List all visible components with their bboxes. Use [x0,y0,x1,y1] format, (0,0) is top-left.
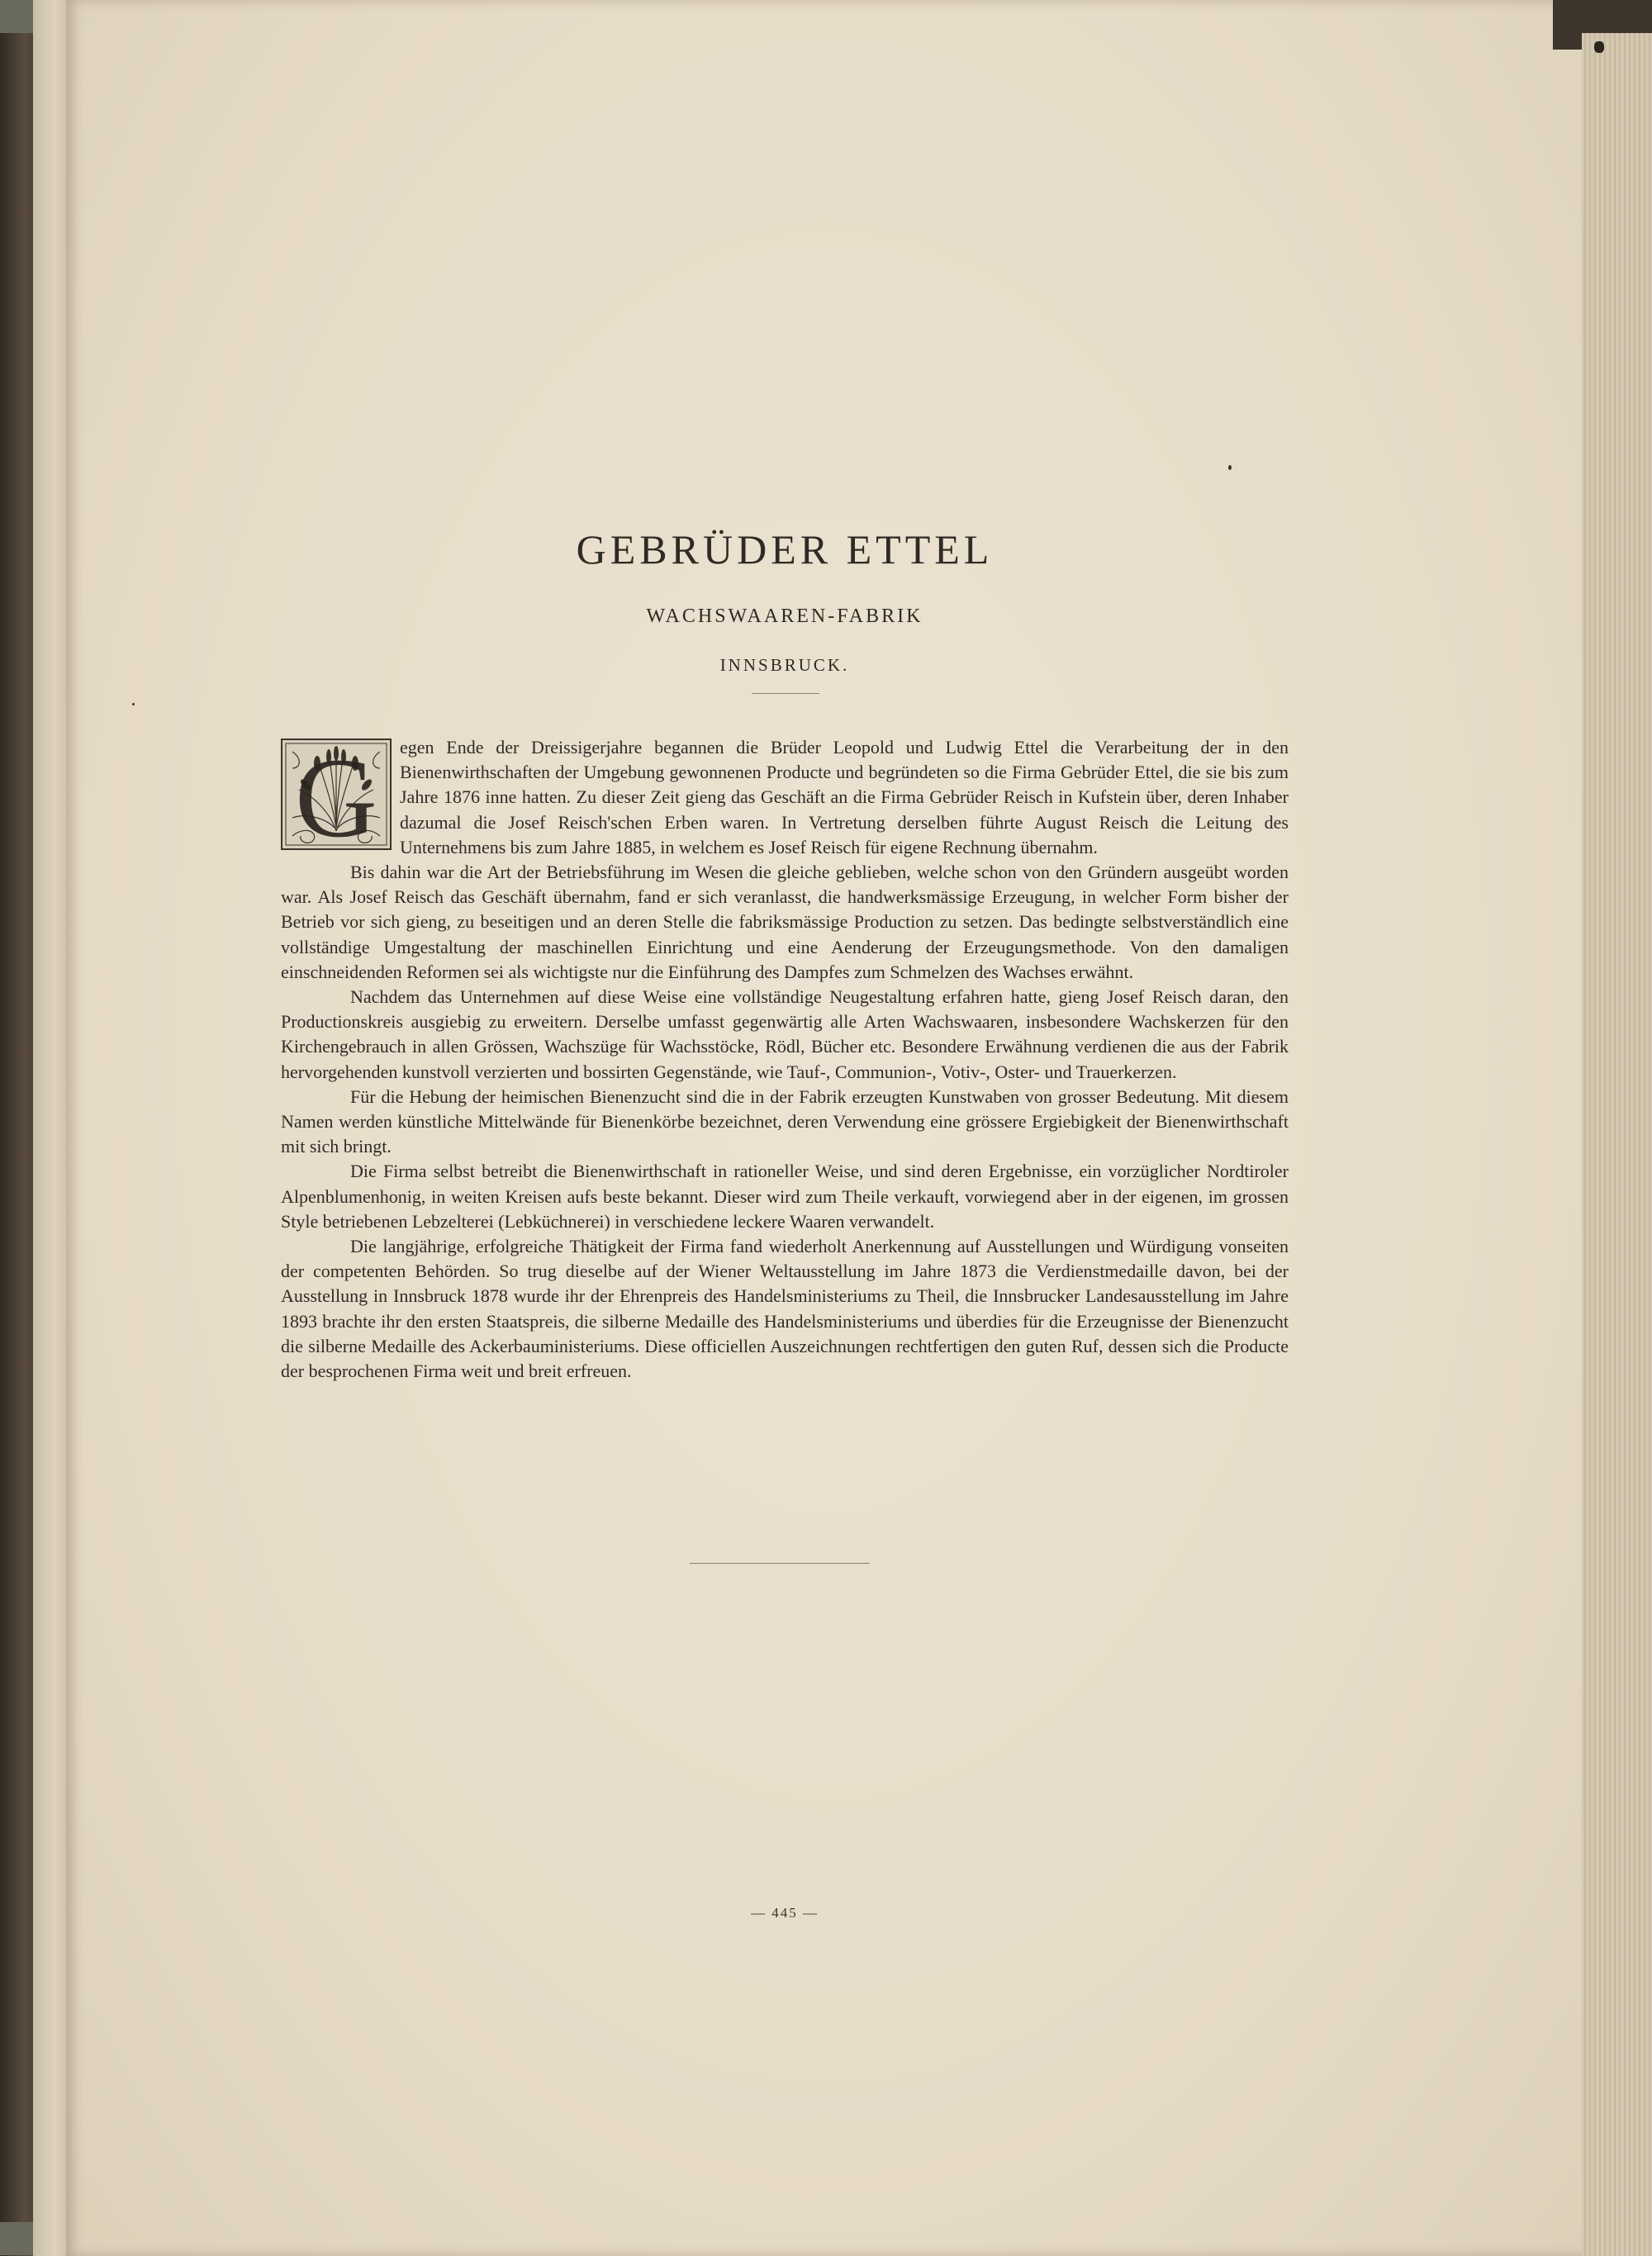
page-title: GEBRÜDER ETTEL [576,526,994,572]
title-block [281,520,1289,677]
page-stack-edges [1582,33,1652,2256]
title-divider [752,693,819,694]
paragraph-1: egen Ende der Dreissigerjahre begannen die Brüder Leopold und Ludwig Ettel die Verarbeitung der in den Bienenwirthschaften der Umgebung gewonnenen Producte und begründeten so die Firma Gebrüder Ettel, die sie bis zum Jahre 1876 inne hatten. Zu dieser Zeit gieng das Geschäft an die Firma Gebrüder Reisch in Kufstein über, deren Inhaber dazumal die Josef Reisch'schen Erben waren. In Vertretung derselben führte August Reisch die Leitung des Unternehmens bis zum Jahre 1885, in welchem es Josef Reisch für eigene Rechnung übernahm. [400,737,1289,857]
paragraph-2: Bis dahin war die Art der Betriebsführung im Wesen die gleiche geblieben, welche schon von den Gründern ausgeübt worden war. Als Josef Reisch das Geschäft übernahm, fand er sich veranlasst, die handwerksmässige Erzeugung, in welcher Form bisher der Betrieb vor sich gieng, zu beseitigen und an deren Stelle die fabriksmässige Production zu setzen. Das bedingte selbstverständlich eine vollständige Umgestaltung der maschinellen Einrichtung und eine Aenderung der Erzeugungsmethode. Von den damaligen einschneidenden Reformen sei als wichtigste nur die Einführung des Dampfes zum Schmelzen des Wachses erwähnt. [281,862,1289,982]
corner-mark [1594,41,1604,53]
page-place: INNSBRUCK. [719,655,850,675]
paper-speck [132,703,135,705]
paragraph-3: Nachdem das Unternehmen auf diese Weise eine vollständige Neugestaltung erfahren hatte, gieng Josef Reisch daran, den Productionskreis ausgiebig zu erweitern. Derselbe umfasst gegenwärtig alle Arten Wachswaaren, insbesondere Wachskerzen für den Kirchengebrauch in allen Grössen, Wachszüge für Wachsstöcke, Rödl, Bücher etc. Besondere Erwähnung verdienen die aus der Fabrik hervorgehenden kunstvoll verzierten und bossirten Gegenstände, wie Tauf-, Communion-, Votiv-, Oster- und Trauerkerzen. [281,986,1289,1082]
paragraph-5: Die Firma selbst betreibt die Bienenwirthschaft in rationeller Weise, und sind deren Ergebnisse, ein vorzüglicher Nordtiroler Alpenblumenhonig, in weiten Kreisen aufs beste bekannt. Dieser wird zum Theile verkauft, vorwiegend aber in der eigenen, im grossen Style betriebenen Lebzelterei (Lebküchnerei) in verschiedene leckere Waaren verwandelt. [281,1161,1289,1232]
page-number: — 445 — [751,1905,819,1921]
paragraph-4: Für die Hebung der heimischen Bienenzucht sind die in der Fabrik erzeugten Kunstwaben von grosser Bedeutung. Mit diesem Namen werden künstliche Mittelwände für Bienenkörbe bezeichnet, deren Verwendung eine grössere Ergiebigkeit der Bienenwirthschaft mit sich bringt. [281,1085,1289,1157]
paragraph-6: Die langjährige, erfolgreiche Thätigkeit der Firma fand wiederholt Anerkennung auf Ausstellungen und Würdigung vonseiten der competenten Behörden. So trug dieselbe auf der Wiener Weltausstellung im Jahre 1873 die Verdienstmedaille davon, bei der Ausstellung in Innsbruck 1878 wurde ihr der Ehrenpreis des Handelsministeriums zu Theil, die Innsbrucker Landesausstellung im Jahre 1893 brachte ihr den ersten Staatspreis, die silberne Medaille des Handelsministeriums und überdies für die Erzeugnisse der Bienenzucht die silberne Medaille des Ackerbauministeriums. Diese officiellen Auszeichnungen rechtfertigen den guten Ruf, dessen sich die Producte der besprochenen Firma weit und breit erfreuen. [281,1236,1289,1382]
ornamental-initial-icon [281,739,392,850]
article-body [281,735,1289,1384]
page-subtitle: WACHSWAAREN-FABRIK [646,606,923,627]
dropcap-letter: G [295,739,377,850]
end-divider [690,1563,870,1564]
facing-page-edge [33,0,69,2256]
paper-speck [1228,465,1232,470]
